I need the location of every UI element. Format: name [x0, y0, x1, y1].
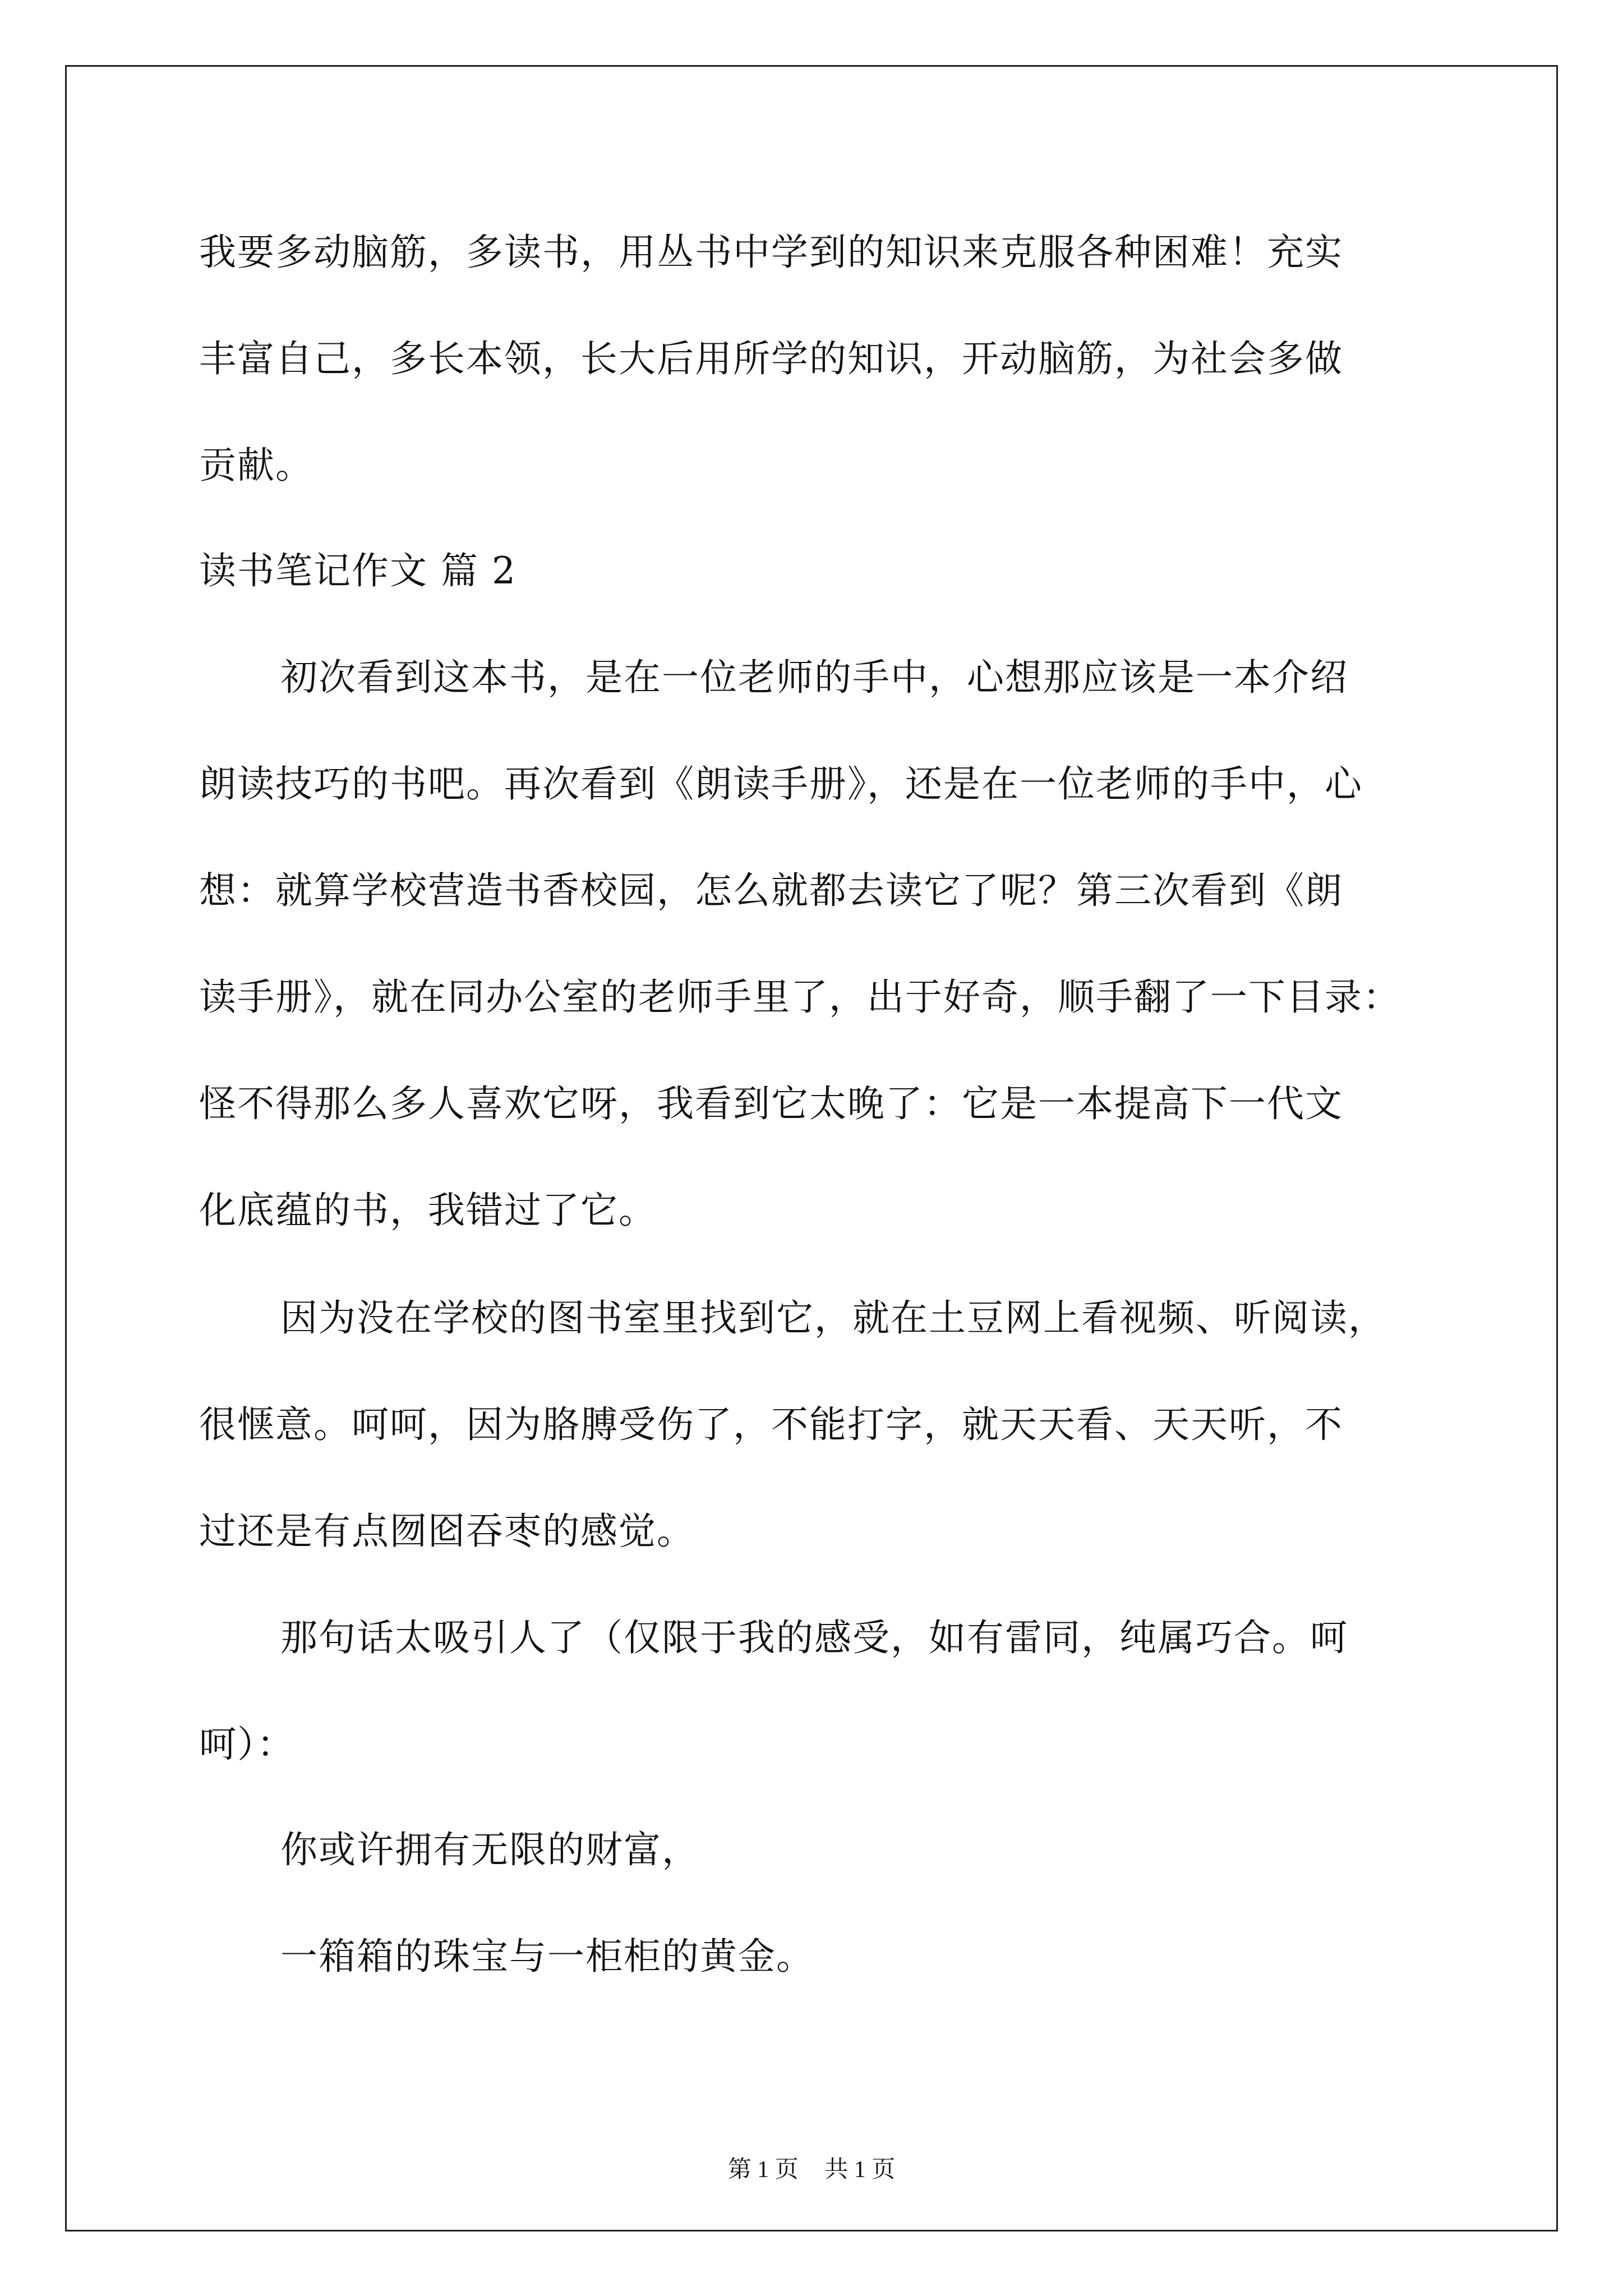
body-text-line: 朗读技巧的书吧。再次看到《朗读手册》，还是在一位老师的手中，心: [199, 762, 1363, 806]
page-total: 共 1 页: [824, 2157, 896, 2183]
body-text-line: 过还是有点囫囵吞枣的感觉。: [199, 1510, 695, 1553]
body-text-line: 呵）：: [199, 1723, 295, 1766]
body-text-line: 一箱箱的珠宝与一柜柜的黄金。: [280, 1935, 814, 1978]
body-text-line: 初次看到这本书，是在一位老师的手中，心想那应该是一本介绍: [280, 656, 1348, 699]
body-text-line: 想：就算学校营造书香校园，怎么就都去读它了呢？第三次看到《朗: [199, 869, 1343, 912]
page-footer: [0, 2155, 1623, 2184]
body-text-line: 你或许拥有无限的财富，: [280, 1828, 700, 1871]
body-text-line: 读手册》，就在同办公室的老师手里了，出于好奇，顺手翻了一下目录：: [199, 976, 1401, 1019]
body-text-line: 怪不得那么多人喜欢它呀，我看到它太晚了：它是一本提高下一代文: [199, 1082, 1343, 1125]
body-text-line: 因为没在学校的图书室里找到它，就在土豆网上看视频、听阅读，: [280, 1296, 1386, 1340]
page-border: [65, 65, 1558, 2231]
body-text-line: 贡献。: [199, 444, 313, 487]
body-text-line: 那句话太吸引人了（仅限于我的感受，如有雷同，纯属巧合。呵: [280, 1616, 1348, 1659]
body-text-line: 很惬意。呵呵，因为胳膊受伤了，不能打字，就天天看、天天听，不: [199, 1403, 1343, 1446]
body-text-line: 我要多动脑筋，多读书，用丛书中学到的知识来克服各种困难！充实: [199, 231, 1343, 274]
body-text-line: 化底蕴的书，我错过了它。: [199, 1189, 657, 1232]
body-text-line: 丰富自己，多长本领，长大后用所学的知识，开动脑筋，为社会多做: [199, 337, 1343, 380]
page-number: 第 1 页: [727, 2157, 799, 2183]
section-heading: 读书笔记作文 篇 2: [199, 549, 517, 592]
